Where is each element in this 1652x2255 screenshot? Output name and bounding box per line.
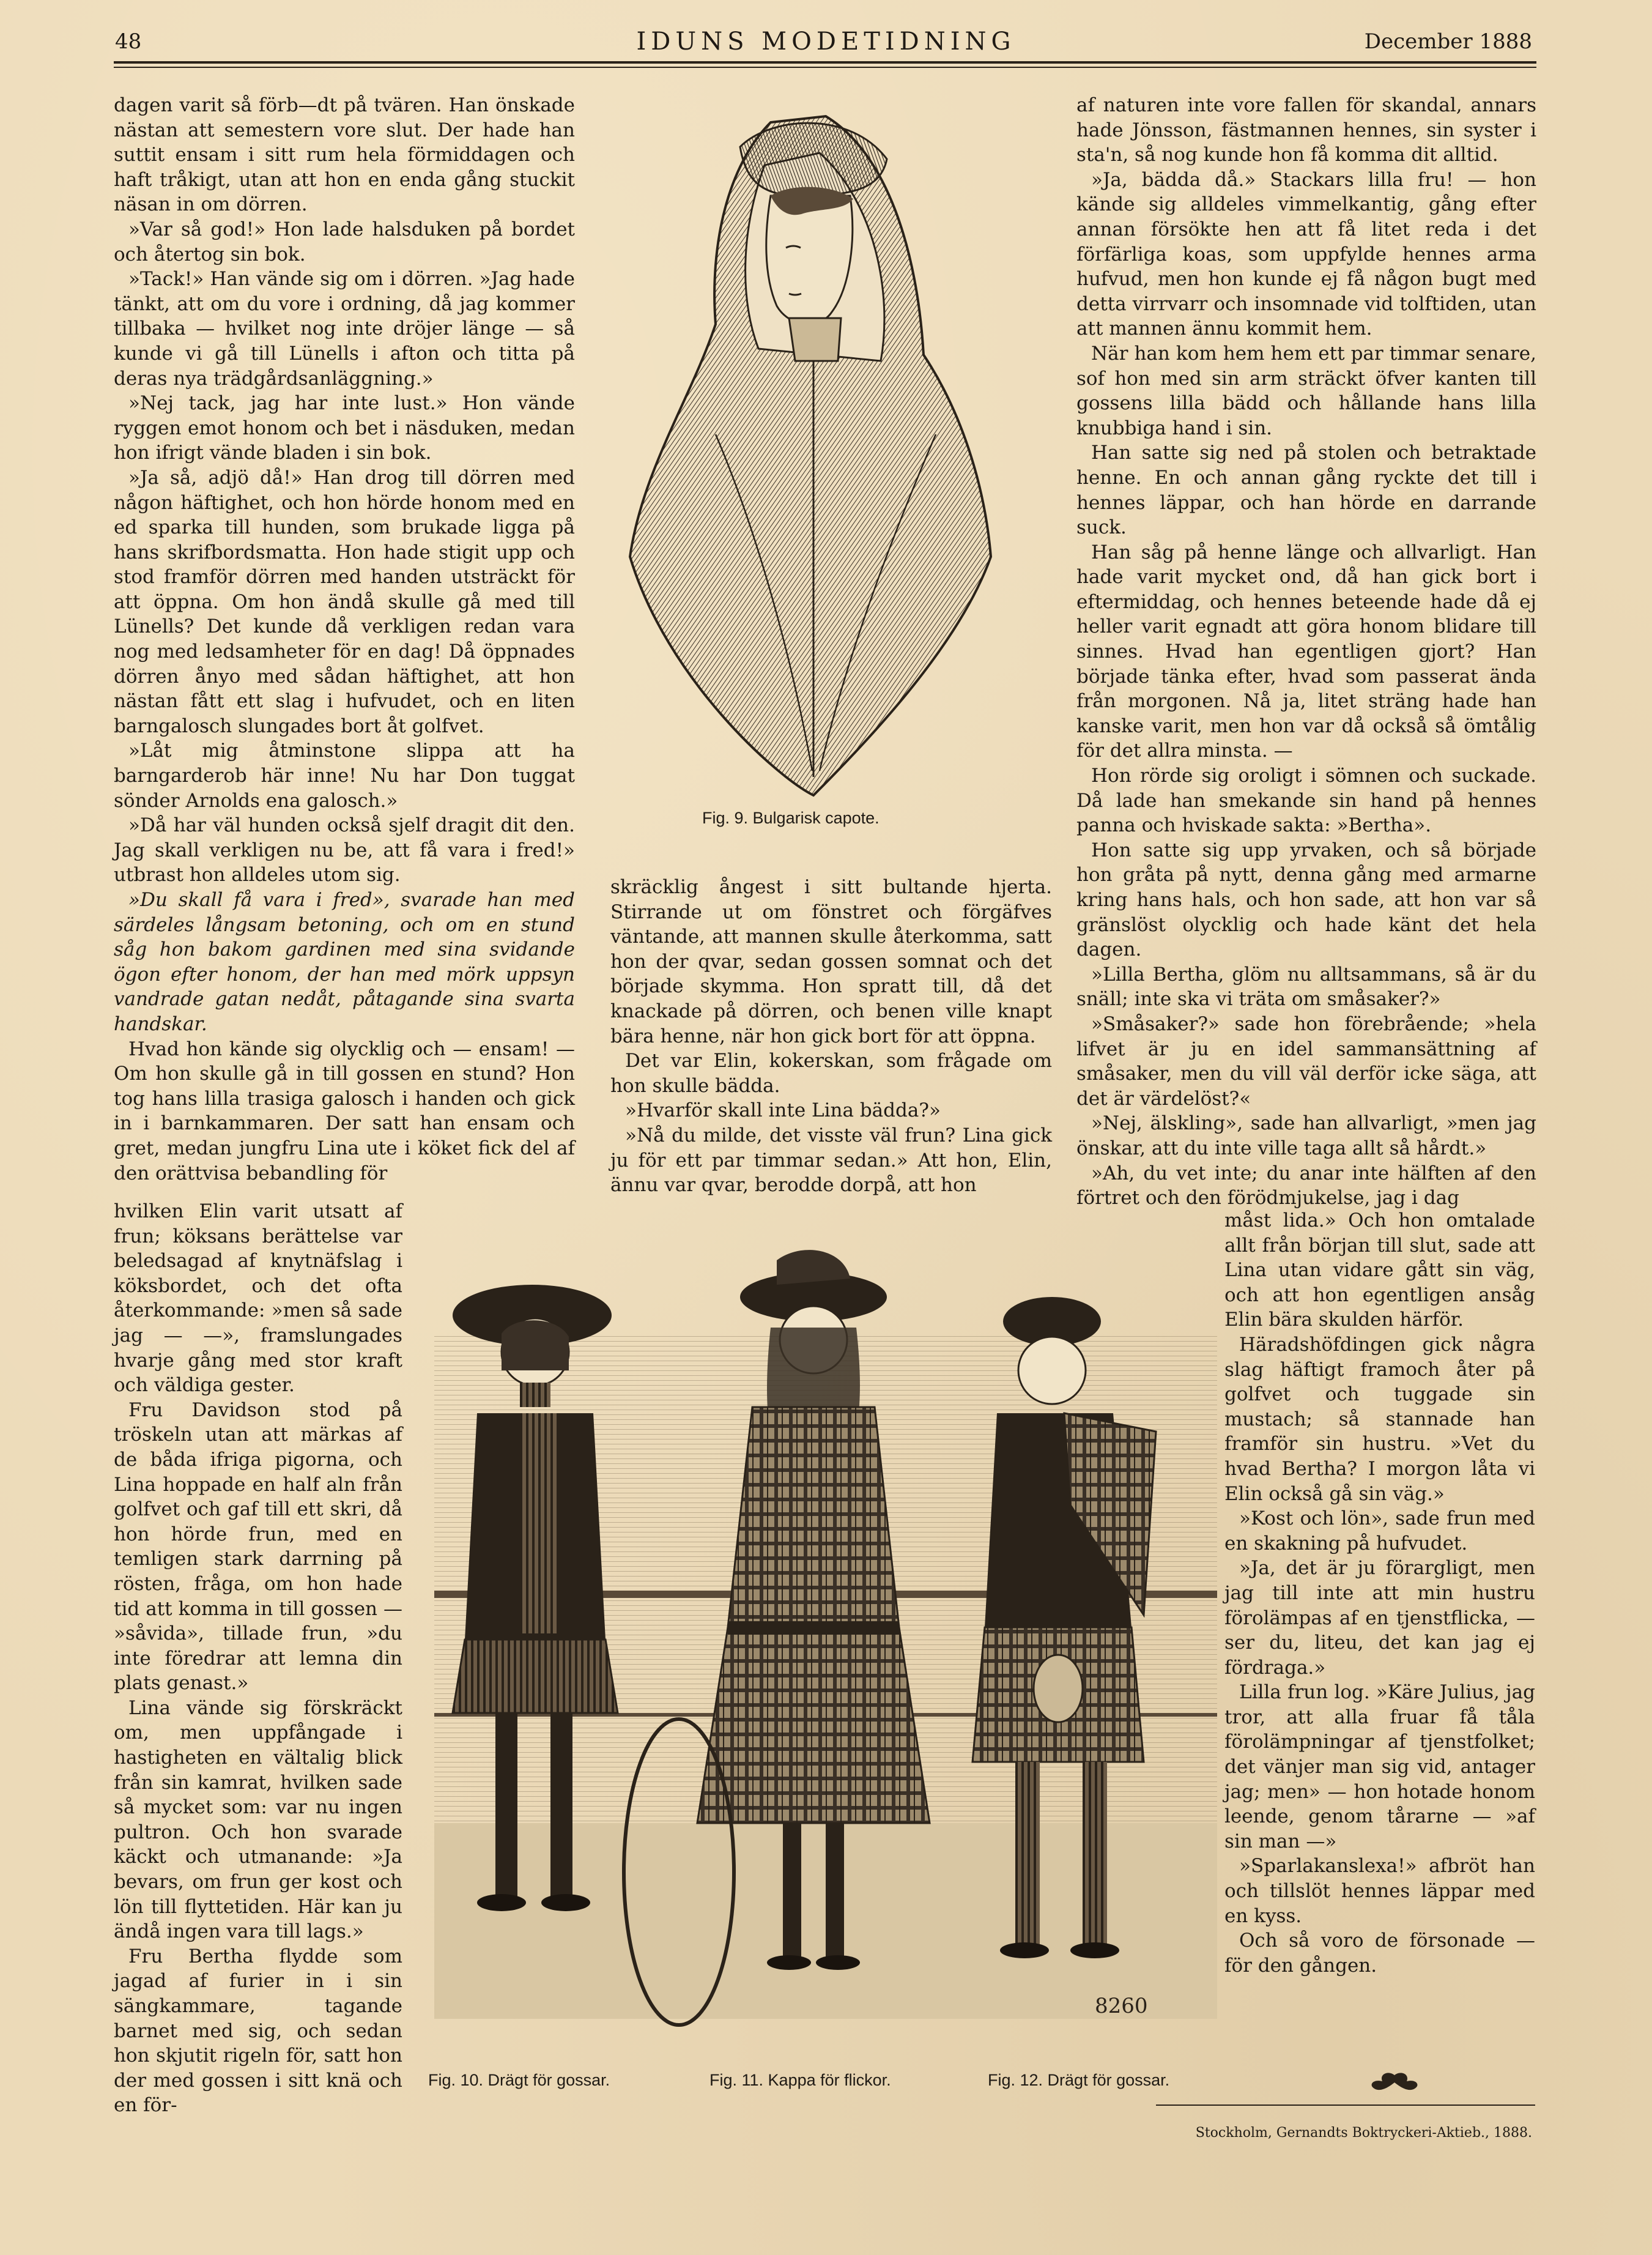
masthead-title: IDUNS MODETIDNING xyxy=(636,28,1016,56)
issue-date: December 1888 xyxy=(1364,29,1532,54)
fig11-caption: Fig. 11. Kappa för flickor. xyxy=(709,2071,891,2089)
paragraph: »Ja, det är ju förargligt, men jag till inte att min hustru förolämpas af en tjenstflicka, — ser du, liteu, det kan jag ej fördraga.» xyxy=(1224,1557,1535,1679)
paragraph: »Sparlakanslexa!» afbröt han och tillslöt hennes läppar med en kyss. xyxy=(1224,1855,1535,1927)
middle-column xyxy=(610,875,1052,1198)
paragraph: När han kom hem hem ett par timmar senare, sof hon med sin arm sträckt öfver kanten till gossens lilla bädd och hållande hans lilla knubbiga hand i sin. xyxy=(1076,342,1536,439)
right-column xyxy=(1076,93,1536,1211)
paragraph: »Nå du milde, det visste väl frun? Lina gick ju för ett par timmar sedan.» Att hon, Elin, ännu var qvar, berodde dorpå, att hon xyxy=(610,1124,1052,1197)
paragraph: »Kost och lön», sade frun med en skakning på hufvudet. xyxy=(1224,1507,1535,1555)
left-narrow-column xyxy=(114,1199,402,2118)
paragraph: hvilken Elin varit utsatt af frun; köksans berättelse var beledsagad af knytnäfslag i köksbordet, och det ofta återkommande: »men så sade jag — —», framslungades hvarje gång med stor kraft och väldiga gester. xyxy=(114,1200,402,1397)
paragraph: »Nej tack, jag har inte lust.» Hon vände ryggen emot honom och bet i näsduken, medan hon ifrigt vände bladen i sin bok. xyxy=(114,392,575,464)
paragraph: Lilla frun log. »Käre Julius, jag tror, att alla fruar få tåla förolämpningar af tjenstfolket; det vänjer man sig vid, antager jag; men» — hon hotade honom leende, genom tårarne — »af sin man —» xyxy=(1224,1681,1535,1852)
paragraph: Han såg på henne länge och allvarligt. Han hade varit mycket ond, då han gick bort i eftermiddag, och hennes beteende hade då ej heller varit egnadt att göra honom blidare till sinnes. Hvad han egentligen gjort? Han började tänka efter, hvad som passerat ända från morgonen. Nå ja, litet sträng hade han kanske varit, men hon var då också så ömtålig för det allra minsta. — xyxy=(1076,541,1536,762)
paragraph: »Låt mig åtminstone slippa att ha barngarderob här inne! Nu har Don tuggat sönder Arnolds ena galosch.» xyxy=(114,740,575,812)
paragraph: Fru Davidson stod på tröskeln utan att märkas af de båda ifriga pigorna, och Lina hoppade en half aln från golfvet och gaf till ett skri, då hon hörde frun, med en temligen stark darrning på rösten, fråga, om hon hade tid att komma in till gossen — »såvida», tillade frun, »du inte föredrar att lemna din plats genast.» xyxy=(114,1399,402,1695)
paragraph: Han satte sig ned på stolen och betraktade henne. En och annan gång ryckte det till i hennes läppar, och han hörde en darrande suck. xyxy=(1076,442,1536,539)
fig10-caption: Fig. 10. Drägt för gossar. xyxy=(428,2071,610,2089)
fig12-caption: Fig. 12. Drägt för gossar. xyxy=(988,2071,1170,2089)
paragraph: »Hvarför skall inte Lina bädda?» xyxy=(625,1099,941,1122)
paragraph: »Nej, älskling», sade han allvarligt, »men jag önskar, att du inte ville taga allt så hårdt.» xyxy=(1076,1112,1536,1159)
paragraph: af naturen inte vore fallen för skandal, annars hade Jönsson, fästmannen hennes, sin syster i sta'n, så nog kunde hon få komma dit alltid. xyxy=(1076,94,1536,166)
fig10-12-childrens-fashion-illustration xyxy=(422,1248,1229,2056)
paragraph: måst lida.» Och hon omtalade allt från början till slut, sade att Lina utan vidare gått sin väg, och att hon egentligen ansåg Elin bära skulden härför. xyxy=(1224,1209,1535,1331)
paragraph: skräcklig ångest i sitt bultande hjerta. Stirrande ut om fönstret och förgäfves väntande, att mannen skulle återkomma, satt hon der qvar, sedan gossen somnat och det började skymma. Hon spratt till, då det knackade på dörren, och benen ville knapt bära henne, när hon gick bort för att öppna. xyxy=(610,876,1052,1047)
paragraph: »Då har väl hunden också sjelf dragit dit den. Jag skall verkligen nu be, att få vara i fred!» utbrast hon alldeles utom sig. xyxy=(114,814,575,886)
paragraph: »Lilla Bertha, glöm nu alltsammans, så är du snäll; inte ska vi träta om småsaker?» xyxy=(1076,963,1536,1011)
plate-number: 8260 xyxy=(1095,1994,1148,2018)
paragraph: Och så voro de försonade — för den gången. xyxy=(1224,1930,1535,1977)
page-number: 48 xyxy=(115,29,142,54)
paragraph: Häradshöfdingen gick några slag häftigt framoch åter på golfvet och tuggade sin mustach; så stannade han framför sin hustru. »Vet du hvad Bertha? I morgon låta vi Elin också gå sin väg.» xyxy=(1224,1333,1535,1505)
decorative-ornament-icon xyxy=(1367,2070,1422,2095)
header-rule-thick xyxy=(114,61,1536,64)
paragraph: dagen varit så förb—dt på tvären. Han önskade nästan att semestern vore slut. Der hade han suttit ensam i sitt rum hela förmiddagen och haft tråkigt, utan att hon en enda gång stuckit näsan in om dörren. xyxy=(114,94,575,216)
paragraph: Hvad hon kände sig olycklig och — ensam! — Om hon skulle gå in till gossen en stund? Hon tog hans lilla trasiga galosch i handen och gick in i barnkammaren. Der satt han ensam och gret, medan jungfru Lina ute i köket fick del af den orättvisa bebandling för xyxy=(114,1038,575,1184)
fig9-capote-illustration xyxy=(618,92,997,801)
paragraph: Fru Bertha flydde som jagad af furier in i sin sängkammare, tagande barnet med sig, och sedan hon skjutit rigeln för, satt hon der med gossen i sitt knä och en för- xyxy=(114,1945,402,2117)
printer-imprint: Stockholm, Gernandts Boktryckeri-Aktieb., 1888. xyxy=(1195,2125,1532,2141)
paragraph: »Ja så, adjö då!» Han drog till dörren med någon häftighet, och hon hörde honom med en ed sparka till hunden, som brukade ligga på hans skrifbordsmatta. Hon hade stigit upp och stod framför dörren med handen utsträckt för att öppna. Om hon ändå skulle gå med till Lünells? Det kunde då verkligen redan vara nog med ledsamheter för en dag! Då öppnades dörren ånyo med sådan häftighet, att hon nästan fått ett slag i hufvudet, och en liten barngalosch slungades bort åt golfvet. xyxy=(114,466,575,737)
paragraph: »Ah, du vet inte; du anar inte hälften af den förtret och den förödmjukelse, jag i dag xyxy=(1076,1162,1536,1209)
paragraph: Hon satte sig upp yrvaken, och så började hon gråta på nytt, denna gång med armarne kring hans hals, och hon sade, att hon var så gränslöst olycklig och hade känt det hela dagen. xyxy=(1076,839,1536,961)
paragraph: »Småsaker?» sade hon förebrående; »hela lifvet är ju en idel sammansättning af småsaker, men du vill väl derför icke säga, att det är värdelöst?« xyxy=(1076,1012,1536,1110)
paragraph: »Du skall få vara i fred», svarade han med särdeles långsam betoning, och om en stund såg hon bakom gardinen med sina svidande ögon efter honom, der han med mörk uppsyn vandrade gatan nedåt, påtagande sina svarta handskar. xyxy=(114,889,575,1035)
imprint-rule xyxy=(1156,2105,1535,2106)
header-rule-thin xyxy=(114,67,1536,68)
fig9-caption: Fig. 9. Bulgarisk capote. xyxy=(702,809,880,827)
paragraph: »Var så god!» Hon lade halsduken på bordet och återtog sin bok. xyxy=(114,218,575,266)
paragraph: Lina vände sig förskräckt om, men uppfångade i hastigheten en vältalig blick från sin kamrat, hvilken sade så mycket som: var nu ingen pultron. Och hon svarade käckt och utmanande: »Ja bevars, om frun ger kost och lön till flyttetiden. Här kan ju ändå ingen vara till lags.» xyxy=(114,1696,402,1943)
paragraph: »Ja, bädda då.» Stackars lilla fru! — hon kände sig alldeles vimmelkantig, gång efter annan försökte hen att få litet reda i det förfärliga koas, som uppfylde hennes arma hufvud, men hon kunde ej få någon bugt med detta virrvarr och insomnade vid tolftiden, utan att mannen ännu kommit hem. xyxy=(1076,168,1536,340)
left-column xyxy=(114,93,575,1186)
right-narrow-column xyxy=(1224,1208,1535,1978)
paragraph: Det var Elin, kokerskan, som frågade om hon skulle bädda. xyxy=(610,1050,1052,1097)
paragraph: Hon rörde sig oroligt i sömnen och suckade. Då lade han smekande sin hand på hennes panna och hviskade sakta: »Bertha». xyxy=(1076,765,1536,837)
paragraph: »Tack!» Han vände sig om i dörren. »Jag hade tänkt, att om du vore i ordning, då jag kommer tillbaka — hvilket nog inte dröjer länge — så kunde vi gå till Lünells i afton och titta på deras nya trädgårdsanläggning.» xyxy=(114,268,575,390)
